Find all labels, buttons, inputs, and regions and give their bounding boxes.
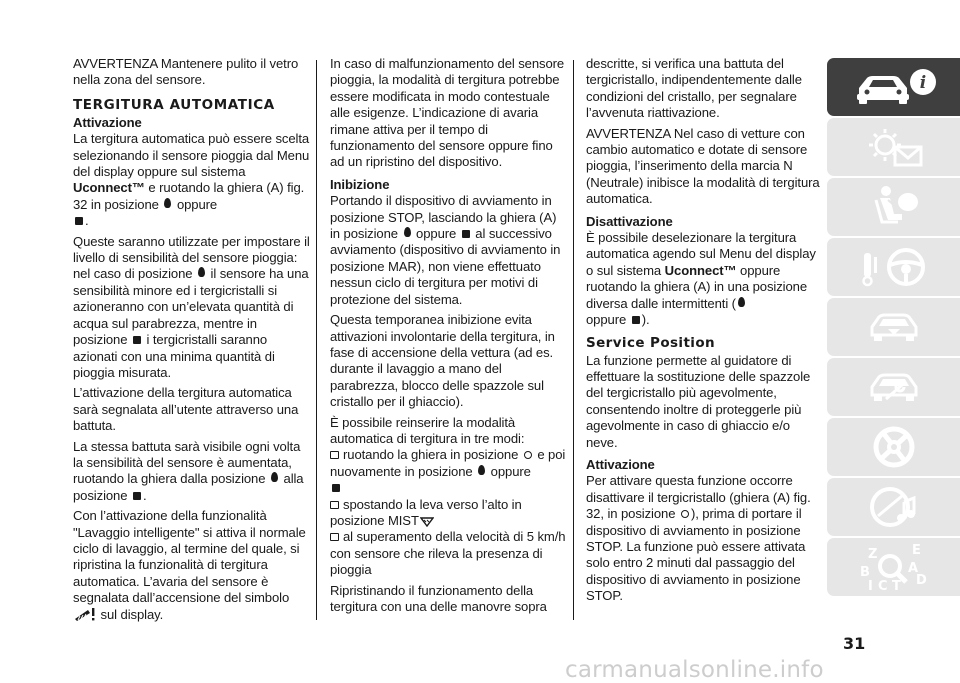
- paragraph: Questa temporanea inibizione evita attivazioni involontarie della tergitura, in fase di accensione della vettura (ad es. durante il lavaggio a mano del parabrezza, blocco delle spazzole sul cristallo per il ghiaccio).: [330, 312, 555, 410]
- rain-drop-icon: [404, 227, 411, 237]
- tab-emergency[interactable]: [827, 298, 960, 356]
- airbag-safety-icon: [864, 184, 924, 230]
- paragraph: È possibile deselezionare la tergitura automatica agendo sul Menu del display o sul sistema Uconnect™ oppure ruotando la ghiera (A) in una posizione diversa dalle intermittenti ( oppure ).: [586, 230, 816, 328]
- car-emergency-icon: [864, 305, 924, 349]
- checkbox-bullet-icon: [330, 533, 339, 541]
- paragraph: La tergitura automatica può essere scelta selezionando il sensore pioggia dal Menu del display oppure sul sistema Uconnect™ e ruotando la ghiera (A) fig. 32 in posizione oppure .: [73, 131, 310, 229]
- tab-maintenance[interactable]: [827, 358, 960, 416]
- car-info-icon: [849, 66, 939, 108]
- text-column-2: [330, 56, 568, 619]
- column-divider: [573, 60, 574, 620]
- watermark: carmanualsonline.info: [565, 657, 824, 683]
- checkbox-bullet-icon: [330, 451, 339, 459]
- mist-wiper-icon: [420, 515, 434, 527]
- technical-data-icon: [864, 424, 924, 470]
- paragraph: L’attivazione della tergitura automatica sarà segnalata all’utente attraverso una battuta.: [73, 385, 299, 434]
- index-letter: T: [891, 579, 901, 592]
- index-letter: B: [859, 565, 870, 580]
- paragraph: descritte, si verifica una battuta del tergicristallo, indipendentemente dalle condizioni del cristallo, per segnalare l’avvenuta riattivazione.: [586, 56, 802, 121]
- steering-wheel-icon: [854, 245, 934, 289]
- checkbox-bullet-icon: [330, 501, 339, 509]
- subsection-heading: Attivazione: [586, 456, 655, 472]
- car-maintenance-icon: [864, 365, 924, 409]
- column-divider: [316, 60, 317, 620]
- tab-warning-lights[interactable]: [827, 118, 960, 176]
- list-item: ruotando la ghiera in posizione e poi nuovamente in posizione oppure: [330, 447, 568, 496]
- index-letter: C: [877, 579, 888, 592]
- rain-drop-icon: [164, 198, 171, 208]
- rain-drop-icon: [271, 472, 278, 482]
- paragraph: Portando il dispositivo di avviamento in posizione STOP, lasciando la ghiera (A) in posizione oppure al successivo avviamento (dispositivo di avviamento in posizione MAR), non viene effettuato nessun ciclo di tergitura per motivi di protezione del sistema.: [330, 193, 561, 307]
- paragraph: Ripristinando il funzionamento della tergitura con una delle manovre sopra: [330, 582, 547, 614]
- subsection-heading: Attivazione: [73, 114, 142, 130]
- square-position-icon: [75, 217, 83, 225]
- subsection-heading: Inibizione: [330, 176, 390, 192]
- square-position-icon: [332, 484, 340, 492]
- paragraph: In caso di malfunzionamento del sensore pioggia, la modalità di tergitura potrebbe essere modificata in modo contestuale alle esigenze. L’indicazione di avaria rimane attiva per il tempo di funzionamento del sensore oppure fino ad un ripristino del dispositivo.: [330, 56, 565, 170]
- rain-drop-icon: [738, 297, 745, 307]
- rain-drop-icon: [198, 267, 205, 277]
- tab-multimedia[interactable]: [827, 478, 960, 536]
- index-letter: D: [915, 573, 927, 588]
- svg-text:i: i: [919, 73, 926, 93]
- page-number: 31: [843, 634, 866, 653]
- alphabetical-index-icon: [854, 542, 934, 592]
- text-column-1: [73, 56, 311, 627]
- paragraph: Queste saranno utilizzate per impostare il livello di sensibilità del sensore pioggia: nel caso di posizione il sensore ha una sensibilità minore ed i tergicristalli si azioneranno con un’elevata quantità di acqua sul parabrezza, mentre in posizione i tergicristalli saranno azionati con una minima quantità di pioggia misurata.: [73, 233, 310, 380]
- uconnect-brand: Uconnect™: [664, 262, 737, 278]
- paragraph: Per attivare questa funzione occorre disattivare il tergicristallo (ghiera (A) fig. 32, in posizione ), prima di portare il dispositivo di avviamento in posizione STOP. La funzione può essere attivata solo entro 2 minuti dal passaggio del dispositivo di avviamento in posizione STOP.: [586, 473, 811, 604]
- tab-technical-data[interactable]: [827, 418, 960, 476]
- warning-lights-icon: [859, 125, 929, 169]
- rain-drop-icon: [478, 465, 485, 475]
- chapter-tabs: [827, 58, 960, 598]
- list-item: al superamento della velocità di 5 km/h con sensore che rileva la presenza di pioggia: [330, 529, 566, 578]
- rain-sensor-fault-icon: [74, 608, 96, 621]
- paragraph: Con l’attivazione della funzionalità "Lavaggio intelligente" si attiva il normale ciclo di lavaggio, al termine del quale, si ripristina la funzionalità di tergitura automatica. L’avaria del sensore è segnalata dall’accensione del simbolo sul display.: [73, 508, 306, 622]
- paragraph: La funzione permette al guidatore di effettuare la sostituzione delle spazzole del tergicristallo più agevolmente, consentendo inoltre di proteggerle più agevolmente in caso di ghiaccio e/o neve.: [586, 352, 811, 450]
- square-position-icon: [133, 492, 141, 500]
- tab-safety[interactable]: [827, 178, 960, 236]
- off-position-icon: [681, 510, 689, 518]
- tab-car-info[interactable]: [827, 58, 960, 116]
- index-letter: Z: [867, 547, 877, 562]
- paragraph: AVVERTENZA Nel caso di vetture con cambio automatico e dotate di sensore pioggia, l’inserimento della marcia N (Neutrale) inibisce la modalità di tergitura automatica.: [586, 125, 820, 207]
- multimedia-icon: [864, 484, 924, 530]
- square-position-icon: [632, 316, 640, 324]
- tab-alphabetical-index[interactable]: [827, 538, 960, 596]
- list-item: spostando la leva verso l’alto in posizione MIST: [330, 496, 522, 528]
- index-letter: A: [907, 561, 918, 576]
- subsection-heading: Disattivazione: [586, 213, 673, 229]
- tab-starting-driving[interactable]: [827, 238, 960, 296]
- paragraph: È possibile reinserire la modalità automatica di tergitura in tre modi:: [330, 414, 525, 446]
- square-position-icon: [462, 230, 470, 238]
- uconnect-brand: Uconnect™: [73, 180, 145, 196]
- index-letter: E: [911, 543, 921, 558]
- off-position-icon: [524, 451, 532, 459]
- section-heading: TERGITURA AUTOMATICA: [73, 96, 275, 113]
- square-position-icon: [133, 336, 141, 344]
- paragraph: AVVERTENZA Mantenere pulito il vetro nella zona del sensore.: [73, 56, 299, 88]
- text-column-3: [586, 56, 824, 609]
- section-heading: Service Position: [586, 334, 716, 351]
- paragraph: La stessa battuta sarà visibile ogni volta la sensibilità del sensore è aumentata, ruotando la ghiera dalla posizione alla posizione .: [73, 438, 304, 503]
- index-letter: I: [867, 579, 873, 592]
